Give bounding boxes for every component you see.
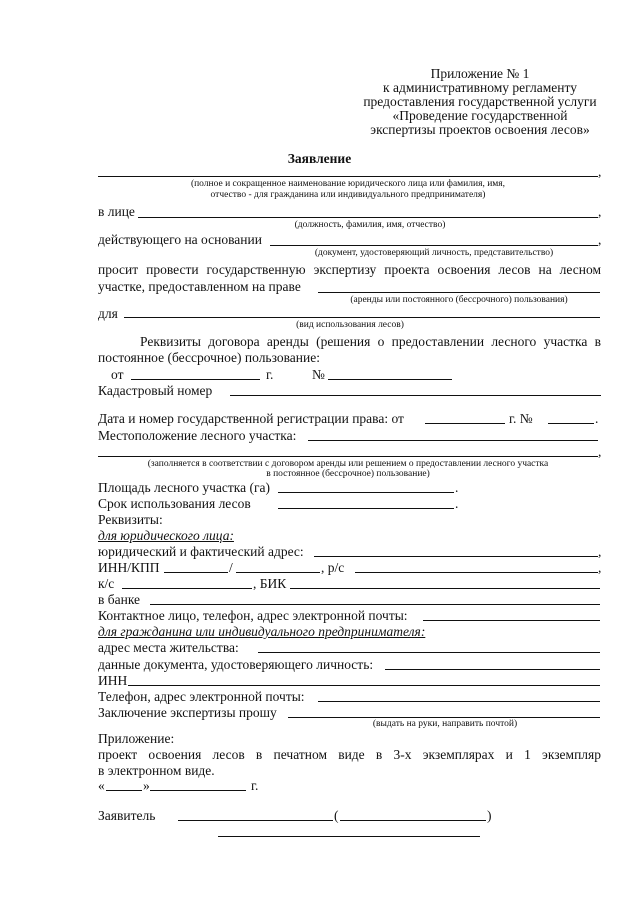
term-label: Срок использования лесов xyxy=(98,496,251,511)
phone-field[interactable] xyxy=(318,701,600,702)
representative-label: в лице xyxy=(98,204,135,219)
signature-open-paren: ( xyxy=(334,808,339,823)
header-line-5: экспертизы проектов освоения лесов» xyxy=(370,122,590,137)
id-doc-label: данные документа, удостоверяющего личность: xyxy=(98,657,374,672)
applicant-sign-label: Заявитель xyxy=(98,808,156,823)
ks-field[interactable] xyxy=(122,588,252,589)
location-comma: , xyxy=(598,444,602,459)
id-doc-field[interactable] xyxy=(385,669,600,670)
contract-line-1: Реквизиты договора аренды (решения о предоставлении лесного участка в xyxy=(140,334,601,349)
address-comma: , xyxy=(598,544,602,559)
location-hint-2: в постоянное (бессрочное) пользование) xyxy=(266,469,430,479)
for-label: для xyxy=(98,306,118,321)
conclusion-field[interactable] xyxy=(288,717,600,718)
applicant-hint-1: (полное и сокращенное наименование юридического лица или фамилия, имя, xyxy=(190,179,506,189)
conclusion-label: Заключение экспертизы прошу xyxy=(98,705,277,720)
phone-label: Телефон, адрес электронной почты: xyxy=(98,689,305,704)
inn-field[interactable] xyxy=(164,572,228,573)
header-line-2: к административному регламенту xyxy=(383,80,577,95)
page-title: Заявление xyxy=(287,151,352,166)
individual-label: для гражданина или индивидуального предпринимателя: xyxy=(98,624,426,639)
applicant-hint-2: отчество - для гражданина или индивидуального предпринимателя) xyxy=(210,190,486,200)
ks-label: к/с xyxy=(98,576,115,591)
right-hint: (аренды или постоянного (бессрочного) пользования) xyxy=(350,295,568,305)
residence-label: адрес места жительства: xyxy=(98,640,239,655)
basis-hint: (документ, удостоверяющий личность, представительство) xyxy=(314,248,554,258)
legal-entity-label: для юридического лица: xyxy=(98,528,234,543)
date-close-quote: » xyxy=(143,778,150,793)
cadastral-field[interactable] xyxy=(230,395,601,396)
attachment-label: Приложение: xyxy=(98,731,175,746)
area-label: Площадь лесного участка (га) xyxy=(98,480,271,495)
bik-label: , БИК xyxy=(253,576,287,591)
registration-year-label: г. № xyxy=(509,411,533,426)
basis-label: действующего на основании xyxy=(98,232,262,247)
bik-field[interactable] xyxy=(290,588,600,589)
individual-inn-field[interactable] xyxy=(128,685,600,686)
signature-close-paren: ) xyxy=(487,808,492,823)
contract-line-2: постоянное (бессрочное) пользование: xyxy=(98,350,320,365)
attachment-line-1: проект освоения лесов в печатном виде в 3-х экземплярах и 1 экземпляр xyxy=(98,747,601,762)
cadastral-label: Кадастровый номер xyxy=(98,383,213,398)
signature-name-field[interactable] xyxy=(340,820,486,821)
registration-label: Дата и номер государственной регистрации права: от xyxy=(98,411,404,426)
registration-date-field[interactable] xyxy=(425,423,505,424)
inn-kpp-label: ИНН/КПП xyxy=(98,560,160,575)
contact-field[interactable] xyxy=(423,620,600,621)
area-end: . xyxy=(455,480,459,495)
contract-number-label: № xyxy=(312,367,325,382)
rs-comma: , xyxy=(598,560,602,575)
address-label: юридический и фактический адрес: xyxy=(98,544,304,559)
header-line-4: «Проведение государственной xyxy=(392,108,568,123)
location-label: Местоположение лесного участка: xyxy=(98,428,297,443)
header-line-1: Приложение № 1 xyxy=(430,66,530,81)
contract-date-field[interactable] xyxy=(131,379,260,380)
location-field-2[interactable] xyxy=(98,456,598,457)
location-field-1[interactable] xyxy=(308,440,598,441)
inn-label: ИНН xyxy=(98,673,128,688)
basis-comma: , xyxy=(598,232,602,247)
applicant-comma: , xyxy=(598,164,602,179)
conclusion-hint: (выдать на руки, направить почтой) xyxy=(372,719,518,729)
date-month-year-field[interactable] xyxy=(150,790,246,791)
area-field[interactable] xyxy=(278,492,454,493)
representative-field[interactable] xyxy=(138,217,598,218)
rs-field[interactable] xyxy=(355,572,598,573)
usage-hint: (вид использования лесов) xyxy=(296,320,404,330)
contact-label: Контактное лицо, телефон, адрес электронной почты: xyxy=(98,608,408,623)
bank-label: в банке xyxy=(98,592,141,607)
request-line-2: участке, предоставленном на праве xyxy=(98,279,301,294)
date-year-label: г. xyxy=(251,778,259,793)
applicant-name-field[interactable] xyxy=(98,176,598,177)
rs-label: , р/с xyxy=(321,560,345,575)
date-day-field[interactable] xyxy=(106,790,142,791)
registration-number-field[interactable] xyxy=(548,423,594,424)
requisites-label: Реквизиты: xyxy=(98,512,163,527)
right-field[interactable] xyxy=(318,292,600,293)
header-line-3: предоставления государственной услуги xyxy=(363,94,597,109)
bank-field[interactable] xyxy=(150,604,600,605)
registration-end: . xyxy=(595,411,599,426)
inn-kpp-slash: / xyxy=(229,560,233,575)
representative-comma: , xyxy=(598,204,602,219)
contract-from-label: от xyxy=(111,367,124,382)
usage-field[interactable] xyxy=(124,317,600,318)
address-field[interactable] xyxy=(314,556,598,557)
location-hint-1: (заполняется в соответствии с договором аренды или решением о предоставлении лесного участка xyxy=(147,459,549,469)
contract-number-field[interactable] xyxy=(328,379,452,380)
term-field[interactable] xyxy=(278,508,454,509)
attachment-line-2: в электронном виде. xyxy=(98,763,215,778)
basis-field[interactable] xyxy=(270,245,598,246)
term-end: . xyxy=(455,496,459,511)
request-line-1: просит провести государственную экспертизу проекта освоения лесов на лесном xyxy=(98,262,601,277)
residence-field[interactable] xyxy=(258,652,600,653)
signature-field[interactable] xyxy=(178,820,333,821)
kpp-field[interactable] xyxy=(236,572,320,573)
date-open-quote: « xyxy=(98,778,105,793)
signature-extra-field[interactable] xyxy=(218,836,480,837)
contract-year-label: г. xyxy=(266,367,274,382)
representative-hint: (должность, фамилия, имя, отчество) xyxy=(294,220,446,230)
